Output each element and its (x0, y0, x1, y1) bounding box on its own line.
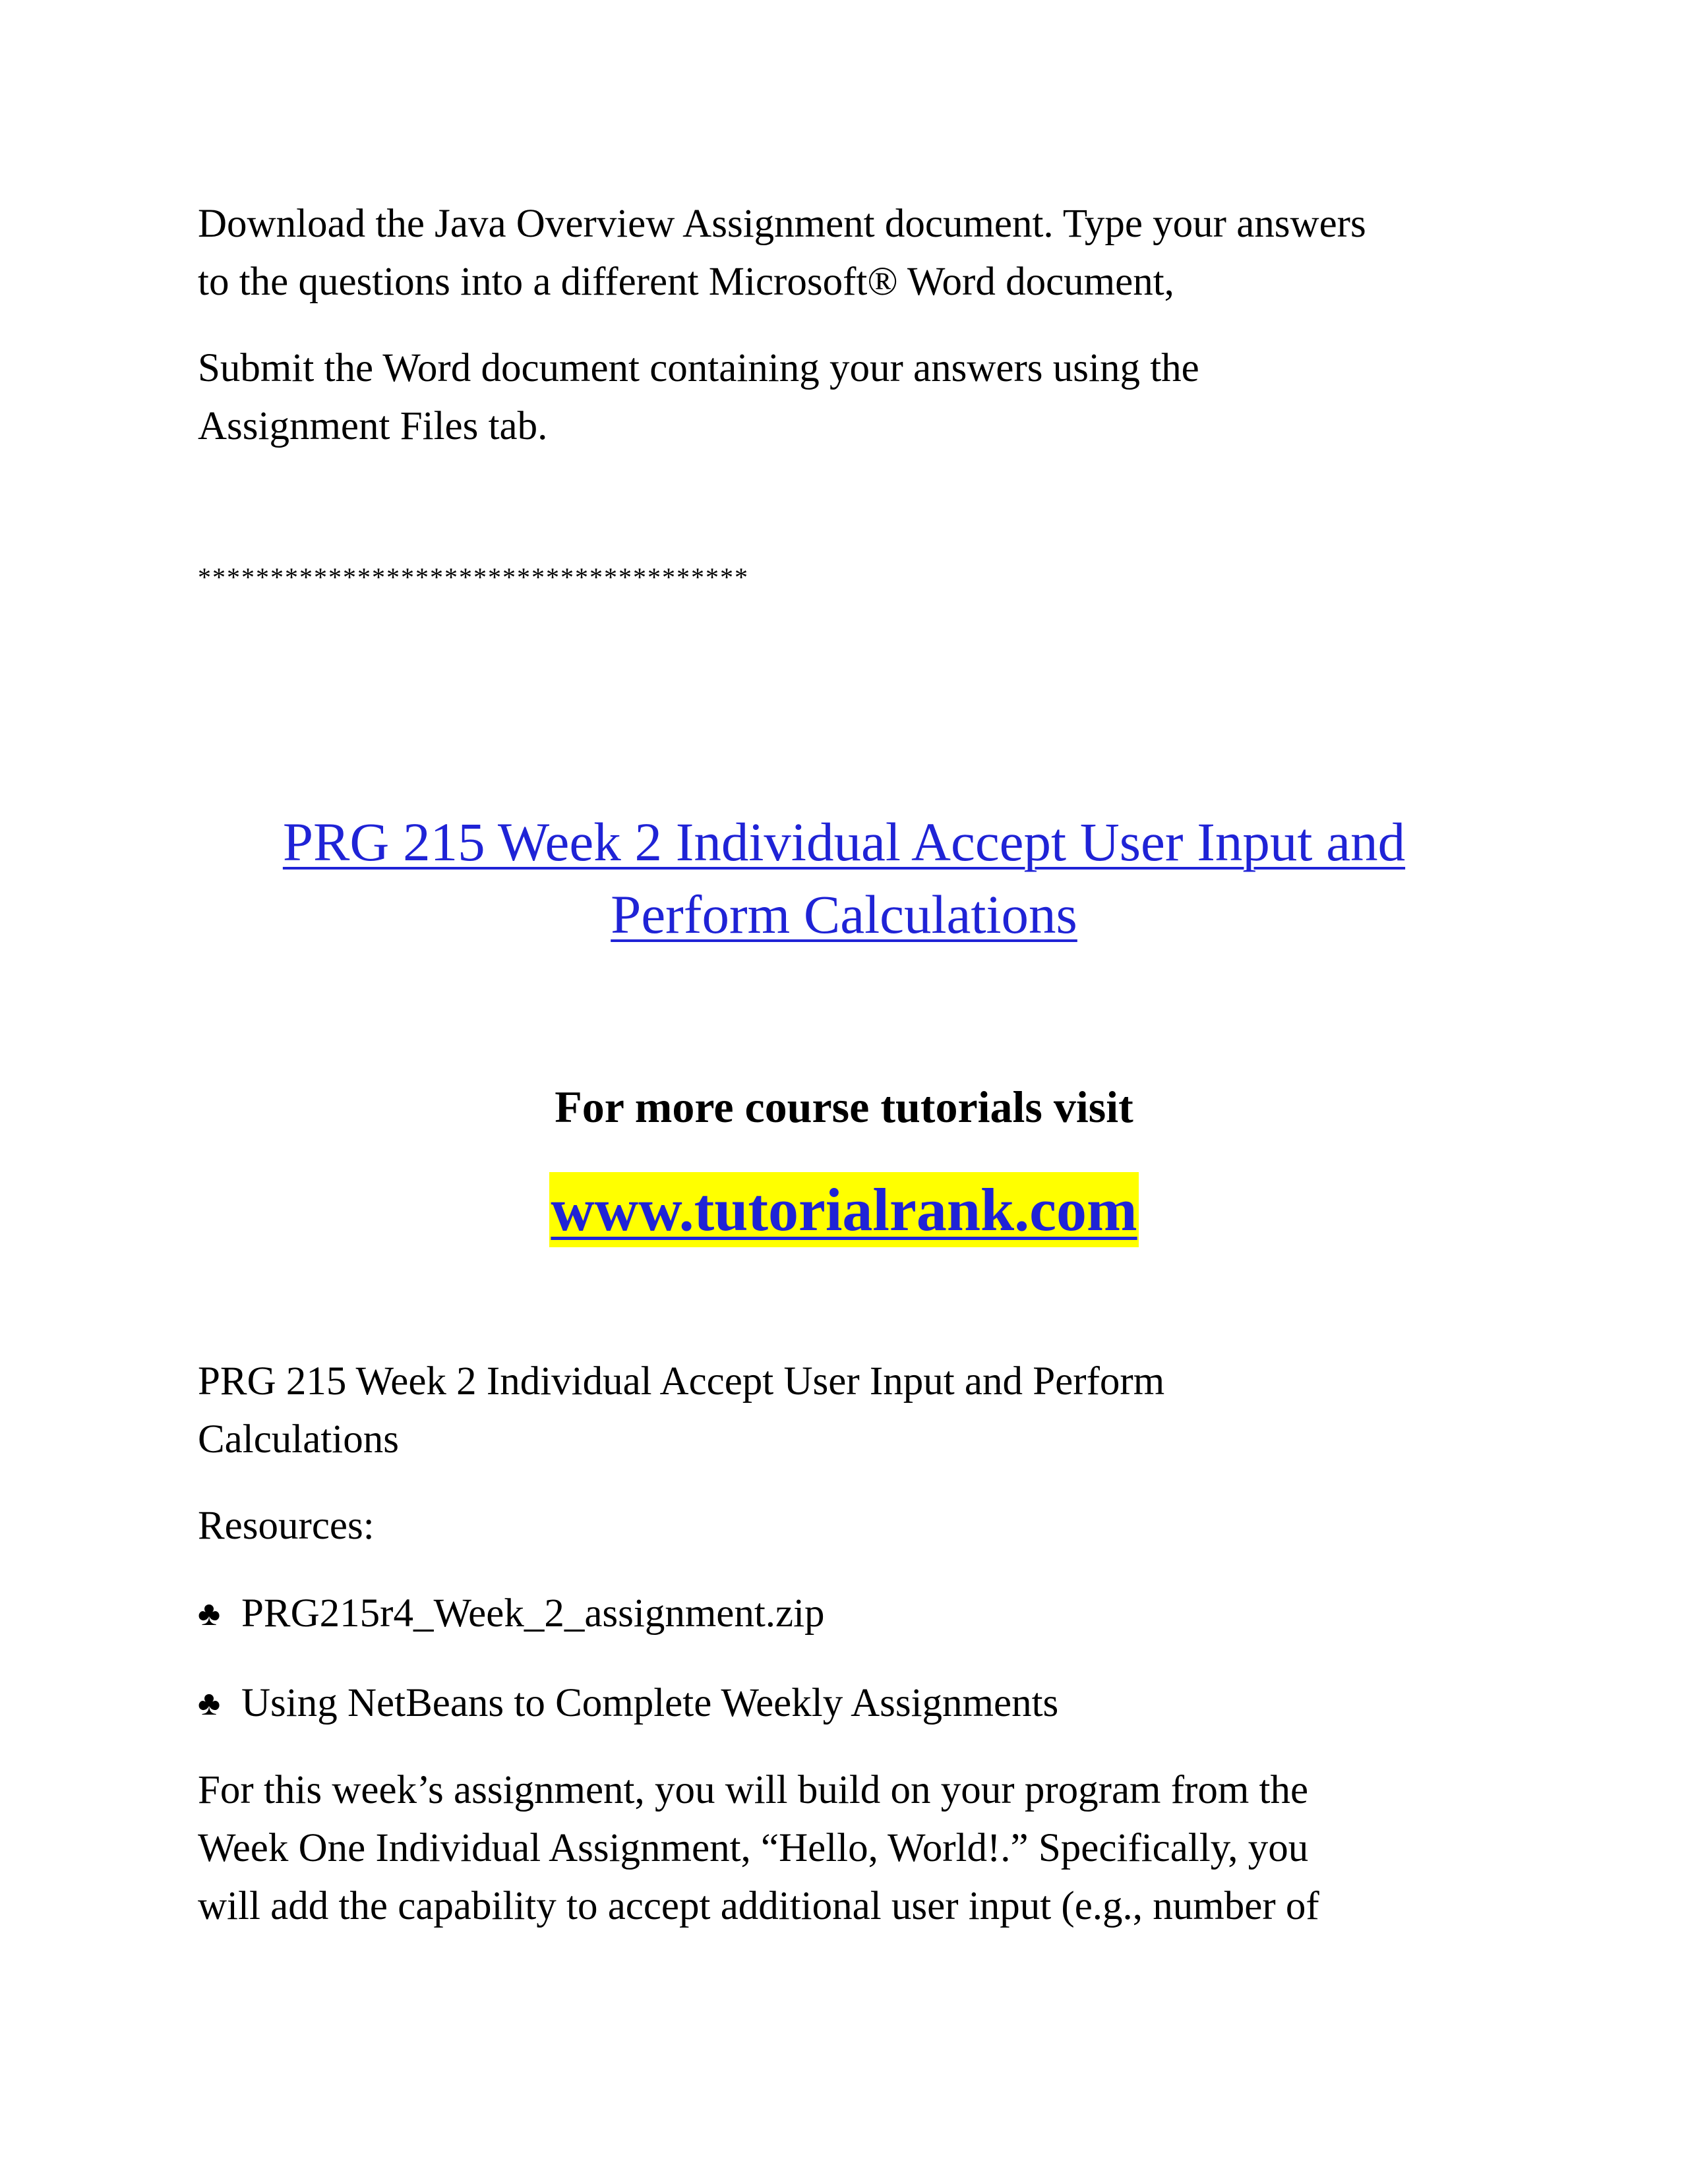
body-heading-line-2: Calculations (198, 1417, 399, 1461)
resource-item (198, 1674, 1517, 1733)
promo-site-link[interactable]: www.tutorialrank.com (549, 1172, 1138, 1247)
paragraph-line-3: will add the capability to accept additional user input (e.g., number of (198, 1884, 1319, 1928)
title-link-line-2[interactable]: Perform Calculations (611, 884, 1077, 945)
resource-item-label: Using NetBeans to Complete Weekly Assignments (241, 1681, 1059, 1725)
intro-line-4: Assignment Files tab. (198, 404, 548, 448)
intro-line-2: to the questions into a different Microsoft® Word document, (198, 260, 1174, 304)
separator-line: ************************************** (198, 562, 749, 592)
intro-line-1: Download the Java Overview Assignment document. Type your answers (198, 202, 1366, 246)
paragraph-line-1: For this week’s assignment, you will build on your program from the (198, 1768, 1309, 1812)
promo-visit-text: For more course tutorials visit (555, 1082, 1133, 1132)
promo-site-wrapper (0, 1172, 1688, 1247)
resource-item-label: PRG215r4_Week_2_assignment.zip (241, 1591, 825, 1636)
resources-label: Resources: (198, 1504, 375, 1548)
club-bullet-icon: ♣ (198, 1595, 221, 1633)
body-heading-line-1: PRG 215 Week 2 Individual Accept User Input and Perform (198, 1359, 1165, 1403)
club-bullet-icon: ♣ (198, 1685, 221, 1723)
resource-item (198, 1585, 1517, 1643)
title-link-line-1[interactable]: PRG 215 Week 2 Individual Accept User Input and (282, 812, 1406, 872)
intro-line-3: Submit the Word document containing your answers using the (198, 346, 1199, 390)
paragraph-line-2: Week One Individual Assignment, “Hello, World!.” Specifically, you (198, 1826, 1309, 1870)
